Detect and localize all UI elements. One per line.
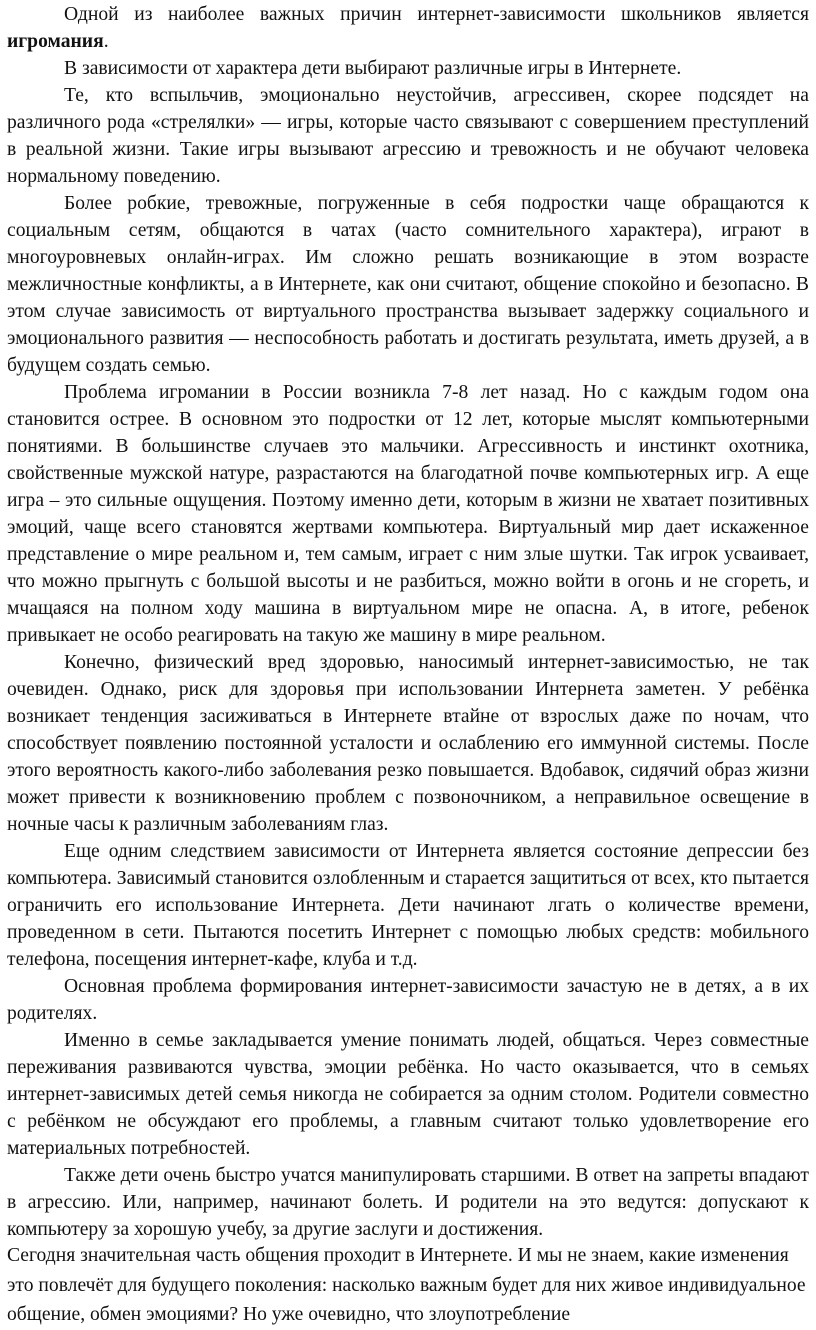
paragraph-parents: Основная проблема формирования интернет-зависимости зачастую не в детях, а в их родителях. [7,976,809,1024]
keyword-gaming-addiction: игромания [7,31,104,52]
paragraph-gaming-russia: Проблема игромании в России возникла 7-8 лет назад. Но с каждым годом она становится острее. В основном это подростки от 12 лет, которые мыслят компьютерными понятиями. В большинстве случаев это мальчики. Агрессивность и инстинкт охотника, свойственные мужской натуре, разрастаются на благодатной почве компьютерных игр. А еще игра – это сильные ощущения. Поэтому именно дети, которым в жизни не хватает позитивных эмоций, чаще всего становятся жертвами компьютера. Виртуальный мир дает искаженное представление о мире реальном и, тем самым, играет с ним злые шутки. Так игрок усваивает, что можно прыгнуть с большой высоты и не разбиться, можно войти в огонь и не сгореть, и мчащаяся на полном ходу машина в виртуальном мире не опасна. А, в итоге, ребенок привыкает не особо реагировать на такую же машину в мире реальном. [7,382,809,646]
paragraph-manipulation: Также дети очень быстро учатся манипулировать старшими. В ответ на запреты впадают в агрессию. Или, например, начинают болеть. И родители на это ведутся: допускают к компьютеру за хорошую учебу, за другие заслуги и достижения. [7,1165,809,1240]
paragraph-depression: Еще одним следствием зависимости от Интернета является состояние депрессии без компьютера. Зависимый становится озлобленным и старается защититься от всех, кто пытается ограничить его использование Интернета. Дети начинают лгать о количестве времени, проведенном в сети. Пытаются посетить Интернет с помощью любых средств: мобильного телефона, посещения интернет-кафе, клуба и т.д. [7,841,809,970]
paragraph-social-networks: Более робкие, тревожные, погруженные в себя подростки чаще обращаются к социальным сетям, общаются в чатах (часто сомнительного характера), играют в многоуровневых онлайн-играх. Им сложно решать возникающие в этом возрасте межличностные конфликты, а в Интернете, как они считают, общение спокойно и безопасно. В этом случае зависимость от виртуального пространства вызывает задержку социального и эмоционального развития — неспособность работать и достигать результата, иметь друзей, а в будущем создать семью. [7,193,809,376]
paragraph-games-choice: В зависимости от характера дети выбирают различные игры в Интернете. [64,58,682,79]
paragraph-shooters: Те, кто вспыльчив, эмоционально неустойчив, агрессивен, скорее подсядет на различного рода «стрелялки» — игры, которые часто связывают с совершением преступлений в реальной жизни. Такие игры вызывают агрессию и тревожность и не обучают человека нормальному поведению. [7,85,809,187]
paragraph-health-harm: Конечно, физический вред здоровью, наносимый интернет-зависимостью, не так очевиден. Однако, риск для здоровья при использовании Интернета заметен. У ребёнка возникает тенденция засиживаться в Интернете втайне от взрослых даже по ночам, что способствует появлению постоянной усталости и ослаблению его иммунной системы. После этого вероятность какого-либо заболевания резко повышается. Вдобавок, сидячий образ жизни может привести к возникновению проблем с позвоночником, а неправильное освещение в ночные часы к различным заболеваниям глаз. [7,652,809,835]
paragraph-intro-text: Одной из наиболее важных причин интернет-зависимости школьников является [64,4,809,25]
paragraph-family: Именно в семье закладывается умение понимать людей, общаться. Через совместные переживания развиваются чувства, эмоции ребёнка. Но часто оказывается, что в семьях интернет-зависимых детей семья никогда не собирается за одним столом. Родители совместно с ребёнком не обсуждают его проблемы, а главным считают только удовлетворение его материальных потребностей. [7,1030,809,1159]
paragraph-intro-end: . [103,31,109,52]
paragraph-communication: Сегодня значительная часть общения проходит в Интернете. И мы не знаем, какие изменения это повлечёт для будущего поколения: насколько важным будет для них живое индивидуальное общение, обмен эмоциями? Но уже очевидно, что злоупотребление [7,1245,806,1325]
paragraph-intro [7,1,809,55]
